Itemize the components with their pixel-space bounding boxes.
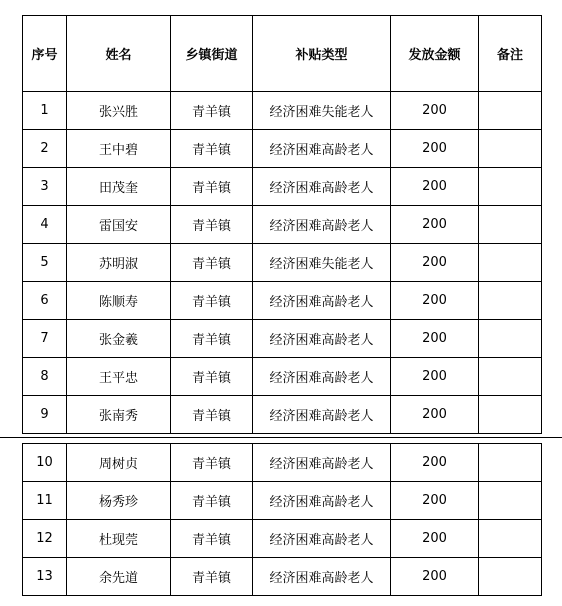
cell-name: 田茂奎 — [67, 168, 171, 206]
cell-remark — [479, 244, 542, 282]
cell-seq: 9 — [23, 396, 67, 434]
header-amount: 发放金额 — [391, 16, 479, 92]
table-row — [23, 358, 542, 396]
cell-name: 张金羲 — [67, 320, 171, 358]
table-row — [23, 444, 542, 482]
table-row — [23, 244, 542, 282]
cell-subsidy-type: 经济困难高龄老人 — [253, 168, 391, 206]
cell-subsidy-type: 经济困难高龄老人 — [253, 396, 391, 434]
table-row — [23, 520, 542, 558]
cell-amount: 200 — [391, 92, 479, 130]
cell-amount: 200 — [391, 444, 479, 482]
cell-remark — [479, 358, 542, 396]
subsidy-table-page-1 — [22, 15, 542, 434]
cell-subsidy-type: 经济困难失能老人 — [253, 92, 391, 130]
cell-subsidy-type: 经济困难高龄老人 — [253, 130, 391, 168]
cell-seq: 11 — [23, 482, 67, 520]
cell-amount: 200 — [391, 358, 479, 396]
cell-subsidy-type: 经济困难失能老人 — [253, 244, 391, 282]
cell-seq: 3 — [23, 168, 67, 206]
cell-name: 张兴胜 — [67, 92, 171, 130]
table-row — [23, 92, 542, 130]
cell-subsidy-type: 经济困难高龄老人 — [253, 520, 391, 558]
cell-subsidy-type: 经济困难高龄老人 — [253, 444, 391, 482]
cell-seq: 13 — [23, 558, 67, 596]
cell-name: 王平忠 — [67, 358, 171, 396]
header-seq: 序号 — [23, 16, 67, 92]
table-row — [23, 130, 542, 168]
cell-remark — [479, 482, 542, 520]
cell-town: 青羊镇 — [171, 558, 253, 596]
cell-town: 青羊镇 — [171, 520, 253, 558]
cell-subsidy-type: 经济困难高龄老人 — [253, 358, 391, 396]
cell-remark — [479, 92, 542, 130]
cell-subsidy-type: 经济困难高龄老人 — [253, 206, 391, 244]
cell-amount: 200 — [391, 206, 479, 244]
cell-subsidy-type: 经济困难高龄老人 — [253, 320, 391, 358]
cell-town: 青羊镇 — [171, 482, 253, 520]
table-row — [23, 558, 542, 596]
cell-remark — [479, 444, 542, 482]
cell-subsidy-type: 经济困难高龄老人 — [253, 282, 391, 320]
cell-name: 周树贞 — [67, 444, 171, 482]
cell-seq: 5 — [23, 244, 67, 282]
cell-name: 余先道 — [67, 558, 171, 596]
header-subsidy-type: 补贴类型 — [253, 16, 391, 92]
subsidy-table-page-2 — [22, 443, 542, 596]
cell-remark — [479, 282, 542, 320]
cell-town: 青羊镇 — [171, 130, 253, 168]
header-name: 姓名 — [67, 16, 171, 92]
cell-amount: 200 — [391, 558, 479, 596]
cell-amount: 200 — [391, 320, 479, 358]
cell-amount: 200 — [391, 168, 479, 206]
cell-name: 雷国安 — [67, 206, 171, 244]
cell-town: 青羊镇 — [171, 282, 253, 320]
cell-remark — [479, 558, 542, 596]
cell-amount: 200 — [391, 482, 479, 520]
cell-remark — [479, 520, 542, 558]
cell-remark — [479, 396, 542, 434]
cell-amount: 200 — [391, 282, 479, 320]
cell-amount: 200 — [391, 520, 479, 558]
table-row — [23, 396, 542, 434]
cell-seq: 12 — [23, 520, 67, 558]
cell-town: 青羊镇 — [171, 320, 253, 358]
cell-town: 青羊镇 — [171, 244, 253, 282]
cell-amount: 200 — [391, 130, 479, 168]
table-row — [23, 482, 542, 520]
cell-amount: 200 — [391, 244, 479, 282]
cell-seq: 8 — [23, 358, 67, 396]
header-row — [23, 16, 542, 92]
page-divider — [0, 437, 562, 438]
table-row — [23, 320, 542, 358]
cell-remark — [479, 206, 542, 244]
table-row — [23, 168, 542, 206]
cell-town: 青羊镇 — [171, 168, 253, 206]
cell-name: 王中碧 — [67, 130, 171, 168]
cell-name: 杜现莞 — [67, 520, 171, 558]
cell-seq: 6 — [23, 282, 67, 320]
header-town: 乡镇街道 — [171, 16, 253, 92]
cell-remark — [479, 168, 542, 206]
cell-town: 青羊镇 — [171, 206, 253, 244]
cell-seq: 4 — [23, 206, 67, 244]
cell-seq: 1 — [23, 92, 67, 130]
cell-seq: 7 — [23, 320, 67, 358]
cell-amount: 200 — [391, 396, 479, 434]
header-remark: 备注 — [479, 16, 542, 92]
cell-seq: 10 — [23, 444, 67, 482]
cell-name: 张南秀 — [67, 396, 171, 434]
cell-town: 青羊镇 — [171, 358, 253, 396]
cell-name: 苏明淑 — [67, 244, 171, 282]
cell-subsidy-type: 经济困难高龄老人 — [253, 558, 391, 596]
cell-seq: 2 — [23, 130, 67, 168]
cell-town: 青羊镇 — [171, 92, 253, 130]
cell-name: 陈顺寿 — [67, 282, 171, 320]
cell-town: 青羊镇 — [171, 444, 253, 482]
cell-remark — [479, 320, 542, 358]
table-row — [23, 282, 542, 320]
cell-town: 青羊镇 — [171, 396, 253, 434]
cell-subsidy-type: 经济困难高龄老人 — [253, 482, 391, 520]
cell-name: 杨秀珍 — [67, 482, 171, 520]
table-row — [23, 206, 542, 244]
cell-remark — [479, 130, 542, 168]
